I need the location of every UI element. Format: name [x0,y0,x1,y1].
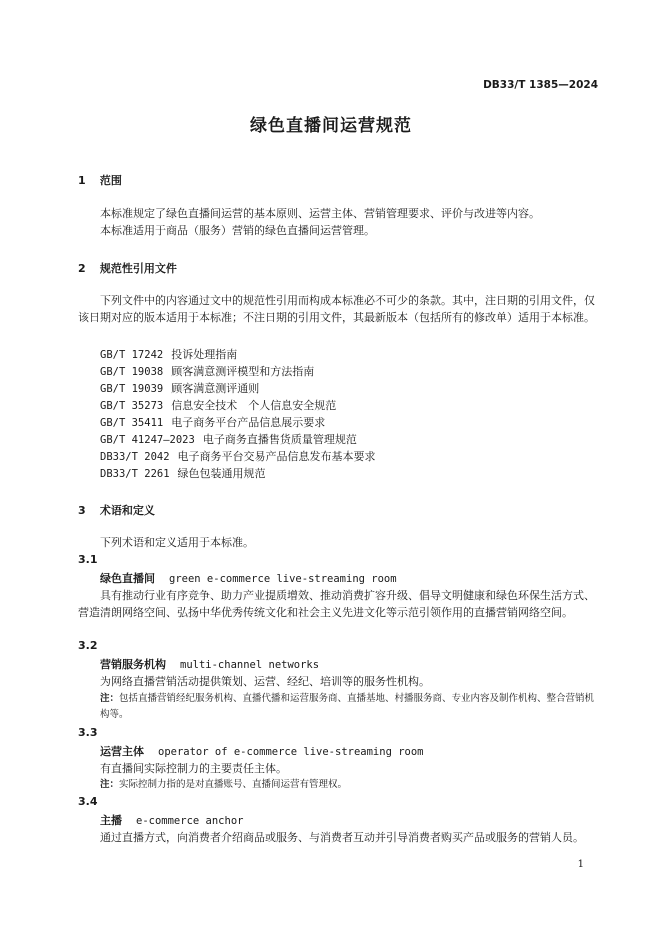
section-number: 2 [78,262,86,275]
term-chinese: 运营主体 [100,745,144,758]
reference-item [100,431,357,447]
section-3-heading [78,502,155,518]
reference-code: GB/T 41247—2023 [100,434,195,446]
reference-title: 顾客满意测评模型和方法指南 [171,365,315,378]
note-text: 包括直播营销经纪服务机构、直播代播和运营服务商、直播基地、村播服务商、专业内容及制作机构、整合营销机构等。 [100,693,595,720]
section-title: 术语和定义 [99,504,155,517]
term-note [100,691,600,723]
section-number: 1 [78,174,86,187]
reference-title: 电子商务直播售货质量管理规范 [202,433,357,446]
scope-paragraph-2: 本标准适用于商品（服务）营销的绿色直播间运营管理。 [100,224,375,237]
reference-title: 信息安全技术 个人信息安全规范 [171,399,337,412]
term-number: 3.3 [78,726,98,739]
term-heading [100,812,243,828]
reference-title: 电子商务平台交易产品信息发布基本要求 [177,450,376,463]
term-note [100,777,600,793]
reference-item [100,448,376,464]
term-heading [100,743,424,759]
term-number: 3.2 [78,639,98,652]
term-number: 3.4 [78,795,98,808]
section-1-heading [78,172,122,188]
term-definition: 通过直播方式，向消费者介绍商品或服务、与消费者互动并引导消费者购买产品或服务的营销人员。 [100,831,584,844]
section-title: 范围 [99,174,122,187]
reference-item [100,397,336,413]
reference-code: GB/T 17242 [100,349,164,361]
term-number: 3.1 [78,553,98,566]
reference-item [100,465,266,481]
note-label: 注： [100,779,120,790]
reference-code: GB/T 19038 [100,366,164,378]
reference-item [100,346,237,362]
section-number: 3 [78,504,86,517]
normative-references-paragraph: 下列文件中的内容通过文中的规范性引用而构成本标准必不可少的条款。其中，注日期的引用文件，仅该日期对应的版本适用于本标准；不注日期的引用文件，其最新版本（包括所有的修改单）适用于本标准。 [78,294,595,324]
term-chinese: 主播 [100,814,122,827]
term-heading [100,570,397,586]
reference-item [100,414,325,430]
section-2-heading [78,260,177,276]
section-title: 规范性引用文件 [99,262,177,275]
term-english: e-commerce anchor [136,815,244,827]
reference-title: 投诉处理指南 [171,348,238,361]
term-english: operator of e-commerce live-streaming room [158,746,424,758]
reference-title: 绿色包装通用规范 [177,467,266,480]
term-chinese: 营销服务机构 [100,658,166,671]
term-definition: 具有推动行业有序竞争、助力产业提质增效、推动消费扩容升级、倡导文明健康和绿色环保生活方式、营造清朗网络空间、弘扬中华优秀传统文化和社会主义先进文化等示范引领作用的直播营销网络空间。 [78,589,595,619]
reference-title: 顾客满意测评通则 [171,382,260,395]
reference-code: DB33/T 2261 [100,468,170,480]
document-title: 绿色直播间运营规范 [250,116,412,136]
term-heading [100,656,319,672]
reference-title: 电子商务平台产品信息展示要求 [171,416,326,429]
standard-number: DB33/T 1385—2024 [483,79,598,91]
terms-intro: 下列术语和定义适用于本标准。 [100,536,254,549]
page-number: 1 [577,859,584,870]
term-english: multi-channel networks [180,659,320,671]
note-label: 注： [100,693,120,704]
term-definition: 有直播间实际控制力的主要责任主体。 [100,762,287,775]
term-definition: 为网络直播营销活动提供策划、运营、经纪、培训等的服务性机构。 [100,675,430,688]
term-english: green e-commerce live-streaming room [169,573,397,585]
note-text: 实际控制力指的是对直播账号、直播间运营有管理权。 [119,779,348,790]
reference-item [100,380,259,396]
reference-item [100,363,314,379]
reference-code: DB33/T 2042 [100,451,170,463]
reference-code: GB/T 35411 [100,417,164,429]
reference-code: GB/T 35273 [100,400,164,412]
reference-code: GB/T 19039 [100,383,164,395]
scope-paragraph-1: 本标准规定了绿色直播间运营的基本原则、运营主体、营销管理要求、评价与改进等内容。 [100,207,540,220]
term-chinese: 绿色直播间 [100,572,155,585]
